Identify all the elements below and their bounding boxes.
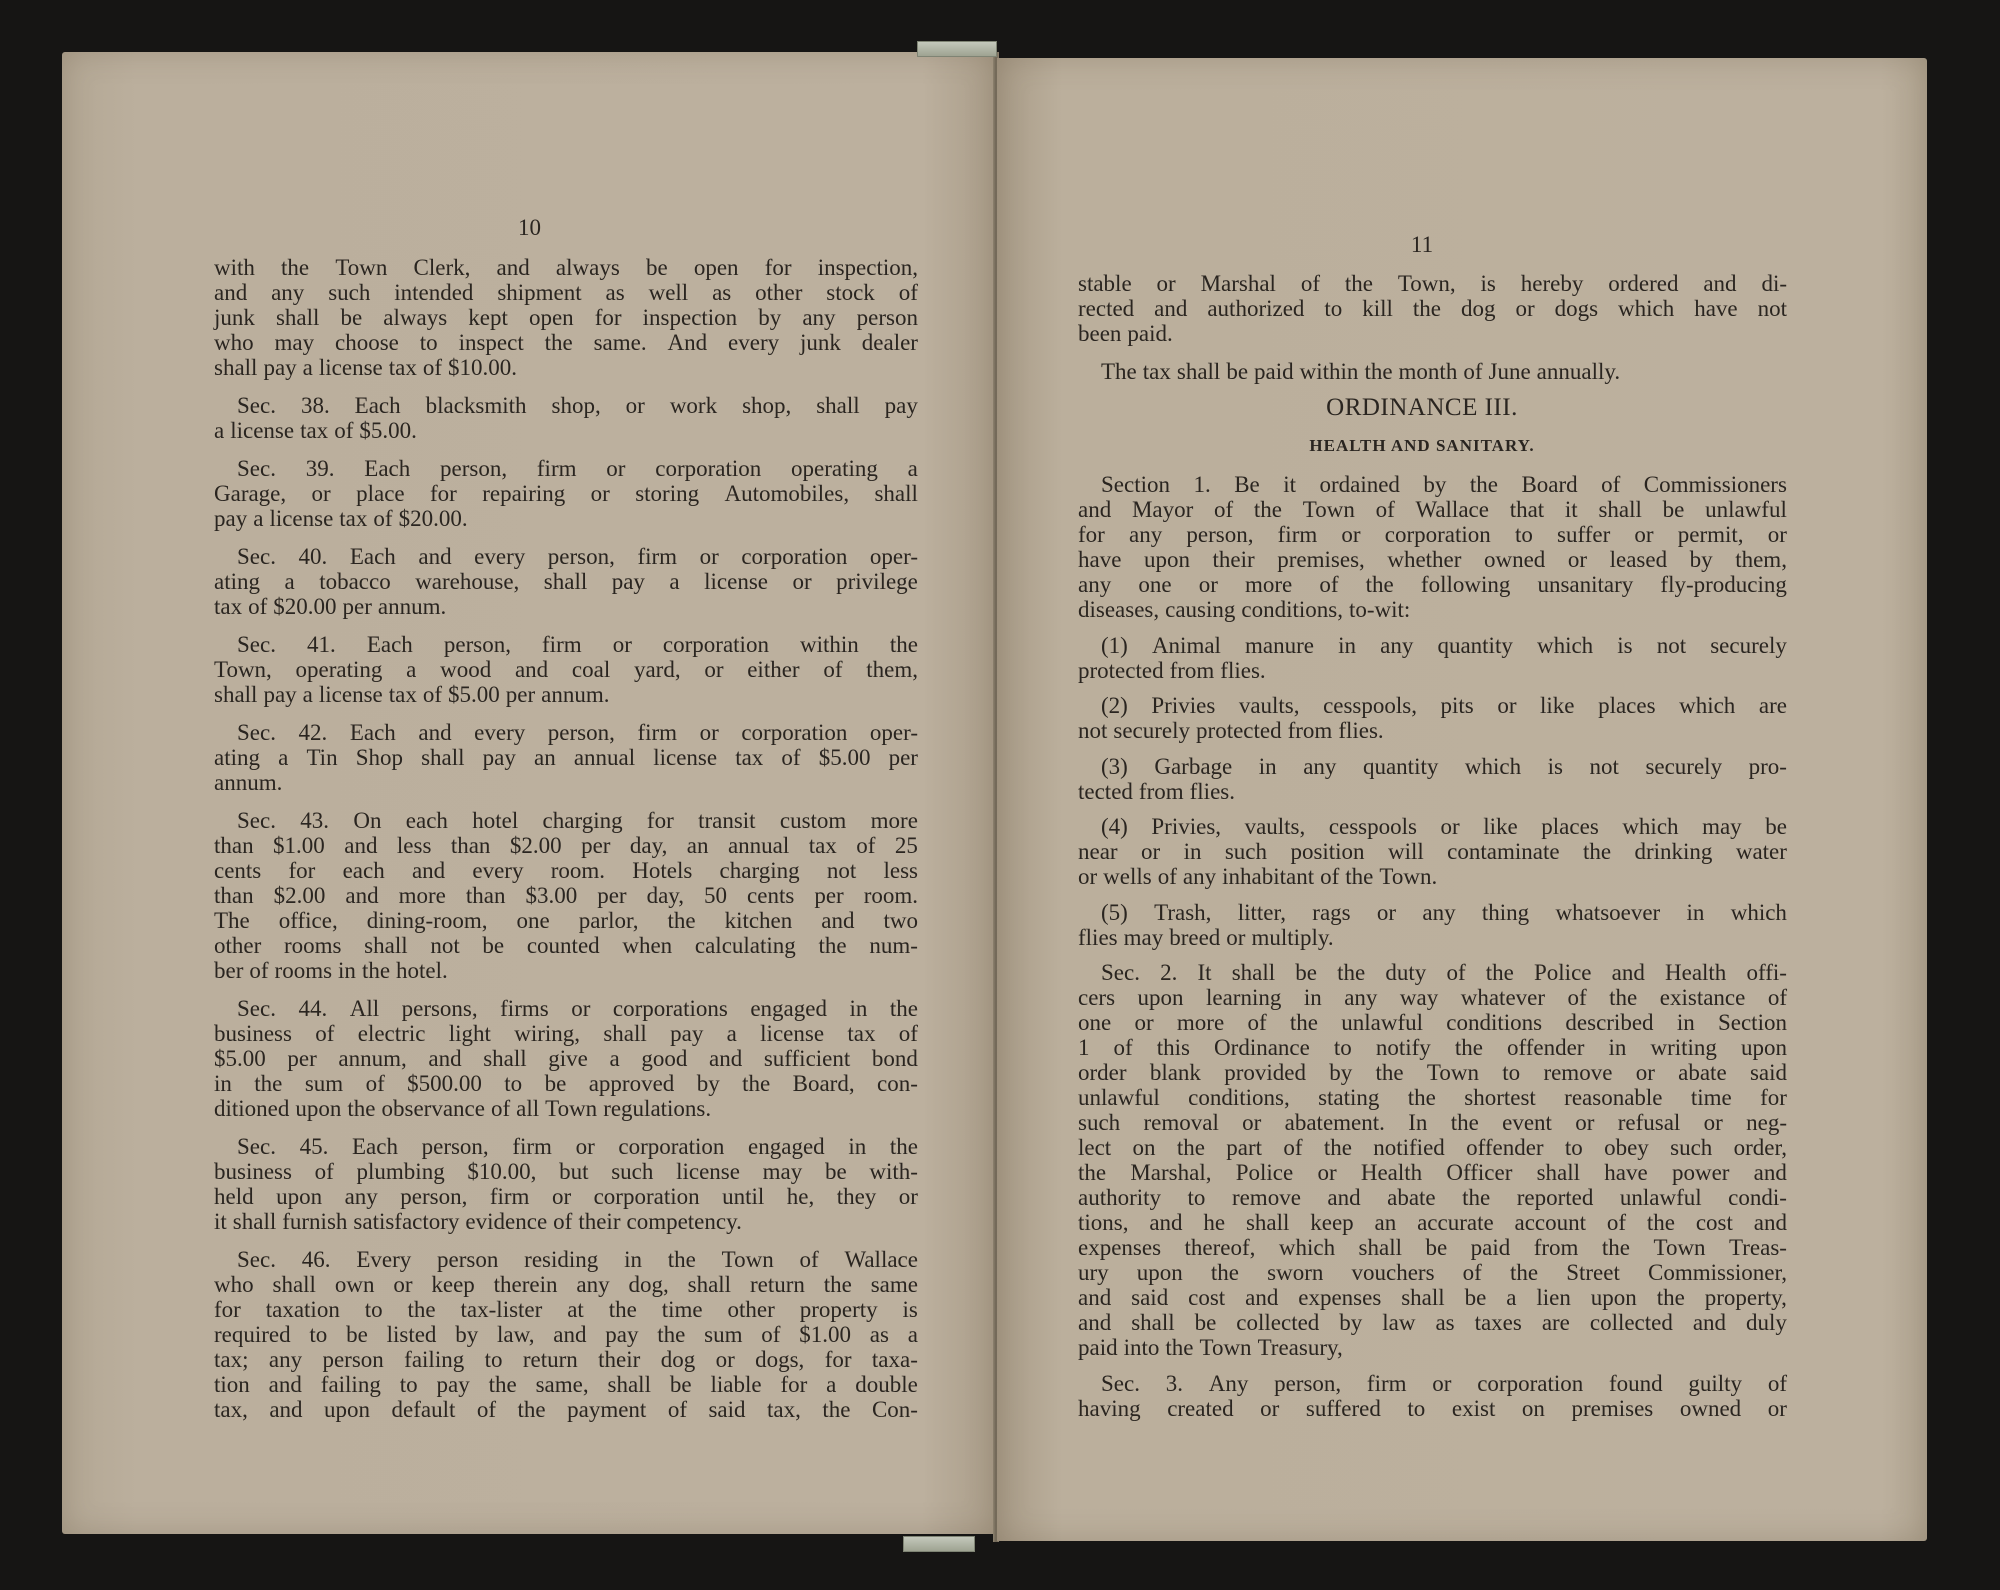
binding-ribbon-bottom <box>903 1536 975 1552</box>
text-line: Sec. 38. Each blacksmith shop, or work shop, shall pay <box>237 393 918 418</box>
text-line: (5) Trash, litter, rags or any thing whatsoever in which <box>1101 899 1787 925</box>
paragraph <box>1078 472 1787 622</box>
text-line: expenses thereof, which shall be paid from the Town Treas- <box>1078 1235 1787 1260</box>
page-number: 10 <box>518 215 541 240</box>
paragraph <box>214 456 918 531</box>
text-line: who may choose to inspect the same. And every junk dealer <box>214 330 918 355</box>
paragraph <box>214 996 918 1121</box>
text-line: Garage, or place for repairing or storing Automobiles, shall <box>214 481 918 506</box>
text-line: Sec. 42. Each and every person, firm or corporation oper- <box>237 720 918 745</box>
paragraph <box>214 544 918 619</box>
text-line: for any person, firm or corporation to suffer or permit, or <box>1078 522 1787 547</box>
left-page <box>62 52 997 1534</box>
text-line: (2) Privies vaults, cesspools, pits or like places which are <box>1101 693 1787 718</box>
paragraph <box>214 720 918 795</box>
text-line: been paid. <box>1078 321 1173 346</box>
text-line: Town, operating a wood and coal yard, or either of them, <box>214 657 918 682</box>
paragraph <box>214 393 918 443</box>
text-line: cents for each and every room. Hotels charging not less <box>214 858 918 883</box>
text-line: order blank provided by the Town to remove or abate said <box>1078 1060 1787 1085</box>
text-line: The office, dining-room, one parlor, the kitchen and two <box>214 908 918 933</box>
paragraph <box>1078 960 1787 1360</box>
ordinance-subtitle: HEALTH AND SANITARY. <box>1309 436 1535 455</box>
text-line: ating a tobacco warehouse, shall pay a license or privilege <box>214 569 918 594</box>
text-line: Sec. 2. It shall be the duty of the Police and Health offi- <box>1101 960 1787 985</box>
text-line: ury upon the sworn vouchers of the Street Commissioner, <box>1078 1260 1787 1285</box>
text-line: pay a license tax of $20.00. <box>214 506 468 531</box>
text-line: and any such intended shipment as well as other stock of <box>214 280 918 305</box>
text-line: it shall furnish satisfactory evidence of their competency. <box>214 1209 742 1234</box>
paragraph <box>1078 693 1787 743</box>
text-line: in the sum of $500.00 to be approved by the Board, con- <box>214 1071 918 1096</box>
paragraph <box>1078 1371 1787 1421</box>
right-page-continuation <box>1078 271 1787 397</box>
text-line: flies may breed or multiply. <box>1078 924 1334 950</box>
text-line: Sec. 40. Each and every person, firm or corporation oper- <box>237 544 918 569</box>
text-line: one or more of the unlawful conditions described in Section <box>1078 1010 1787 1035</box>
text-line: $5.00 per annum, and shall give a good and sufficient bond <box>214 1046 918 1071</box>
text-line: and shall be collected by law as taxes are collected and duly <box>1078 1310 1787 1335</box>
text-line: or wells of any inhabitant of the Town. <box>1078 864 1438 889</box>
text-line: lect on the part of the notified offender to obey such order, <box>1078 1135 1787 1160</box>
text-line: have upon their premises, whether owned or leased by them, <box>1078 547 1787 572</box>
right-page <box>997 58 1927 1541</box>
text-line: tax; any person failing to return their dog or dogs, for taxa- <box>214 1347 918 1372</box>
text-line: than $2.00 and more than $3.00 per day, 50 cents per room. <box>214 883 918 908</box>
text-line: having created or suffered to exist on premises owned or <box>1078 1395 1787 1421</box>
text-line: any one or more of the following unsanitary fly-producing <box>1078 572 1787 597</box>
text-line: a license tax of $5.00. <box>214 418 417 443</box>
text-line: tected from flies. <box>1078 778 1235 804</box>
paragraph <box>1078 633 1787 683</box>
text-line: ditioned upon the observance of all Town regulations. <box>214 1096 712 1121</box>
text-line: Sec. 45. Each person, firm or corporation engaged in the <box>237 1134 918 1159</box>
paragraph <box>214 255 918 380</box>
page-number: 11 <box>1410 232 1434 257</box>
paragraph <box>214 1247 918 1422</box>
text-line: shall pay a license tax of $10.00. <box>214 355 518 380</box>
paragraph <box>1078 271 1787 346</box>
text-line: ating a Tin Shop shall pay an annual license tax of $5.00 per <box>214 745 918 770</box>
text-line: who shall own or keep therein any dog, shall return the same <box>214 1272 918 1297</box>
text-line: authority to remove and abate the reported unlawful condi- <box>1078 1185 1787 1210</box>
text-line: business of electric light wiring, shall pay a license tax of <box>214 1021 918 1046</box>
text-line: such removal or abatement. In the event or refusal or neg- <box>1078 1110 1787 1135</box>
text-line: business of plumbing $10.00, but such license may be with- <box>214 1159 918 1184</box>
text-line: rected and authorized to kill the dog or dogs which have not <box>1078 296 1787 321</box>
text-line: Sec. 41. Each person, firm or corporation within the <box>237 632 918 657</box>
ordinance-title: ORDINANCE III. <box>1326 394 1518 421</box>
text-line: stable or Marshal of the Town, is hereby ordered and di- <box>1078 271 1787 296</box>
right-page-body <box>1078 472 1787 1431</box>
text-line: tions, and he shall keep an accurate account of the cost and <box>1078 1210 1787 1235</box>
paragraph <box>1078 754 1787 804</box>
text-line: 1 of this Ordinance to notify the offender in writing upon <box>1078 1035 1787 1060</box>
text-line: the Marshal, Police or Health Officer shall have power and <box>1078 1160 1787 1185</box>
text-line: cers upon learning in any way whatever of the existance of <box>1078 985 1787 1010</box>
text-line: than $1.00 and less than $2.00 per day, an annual tax of 25 <box>214 833 918 858</box>
text-line: junk shall be always kept open for inspection by any person <box>214 305 918 330</box>
text-line: The tax shall be paid within the month of June annually. <box>1101 359 1621 384</box>
text-line: Sec. 39. Each person, firm or corporation operating a <box>237 456 918 481</box>
text-line: Sec. 44. All persons, firms or corporations engaged in the <box>237 996 918 1021</box>
text-line: tax, and upon default of the payment of said tax, the Con- <box>214 1397 918 1422</box>
paragraph <box>214 1134 918 1234</box>
paragraph <box>1078 900 1787 950</box>
text-line: held upon any person, firm or corporation until he, they or <box>214 1184 918 1209</box>
text-line: Sec. 3. Any person, firm or corporation found guilty of <box>1101 1370 1787 1396</box>
text-line: and Mayor of the Town of Wallace that it shall be unlawful <box>1078 497 1787 522</box>
text-line: and said cost and expenses shall be a lien upon the property, <box>1078 1285 1787 1310</box>
text-line: diseases, causing conditions, to-wit: <box>1078 597 1411 622</box>
text-line: (4) Privies, vaults, cesspools or like places which may be <box>1101 814 1787 839</box>
text-line: not securely protected from flies. <box>1078 718 1384 743</box>
text-line: Sec. 46. Every person residing in the Town of Wallace <box>237 1247 918 1272</box>
text-line: (1) Animal manure in any quantity which is not securely <box>1101 632 1787 658</box>
paragraph <box>214 632 918 707</box>
binding-ribbon-top <box>917 41 997 57</box>
text-line: required to be listed by law, and pay the sum of $1.00 as a <box>214 1322 918 1347</box>
text-line: near or in such position will contaminate the drinking water <box>1078 839 1787 864</box>
text-line: annum. <box>214 770 283 795</box>
text-line: tax of $20.00 per annum. <box>214 594 447 619</box>
text-line: paid into the Town Treasury, <box>1078 1335 1343 1360</box>
text-line: other rooms shall not be counted when calculating the num- <box>214 933 918 958</box>
text-line: shall pay a license tax of $5.00 per annum. <box>214 682 610 707</box>
text-line: Section 1. Be it ordained by the Board of Commissioners <box>1101 472 1787 497</box>
paragraph <box>214 808 918 983</box>
text-line: unlawful conditions, stating the shortest reasonable time for <box>1078 1085 1787 1110</box>
text-line: protected from flies. <box>1078 657 1266 683</box>
text-line: with the Town Clerk, and always be open for inspection, <box>214 255 918 280</box>
paragraph <box>1078 814 1787 889</box>
text-line: (3) Garbage in any quantity which is not securely pro- <box>1101 753 1787 779</box>
paragraph <box>1078 359 1787 384</box>
text-line: ber of rooms in the hotel. <box>214 958 448 983</box>
left-page-body <box>214 255 918 1435</box>
text-line: tion and failing to pay the same, shall be liable for a double <box>214 1372 918 1397</box>
text-line: Sec. 43. On each hotel charging for transit custom more <box>237 808 918 833</box>
text-line: for taxation to the tax-lister at the time other property is <box>214 1297 918 1322</box>
